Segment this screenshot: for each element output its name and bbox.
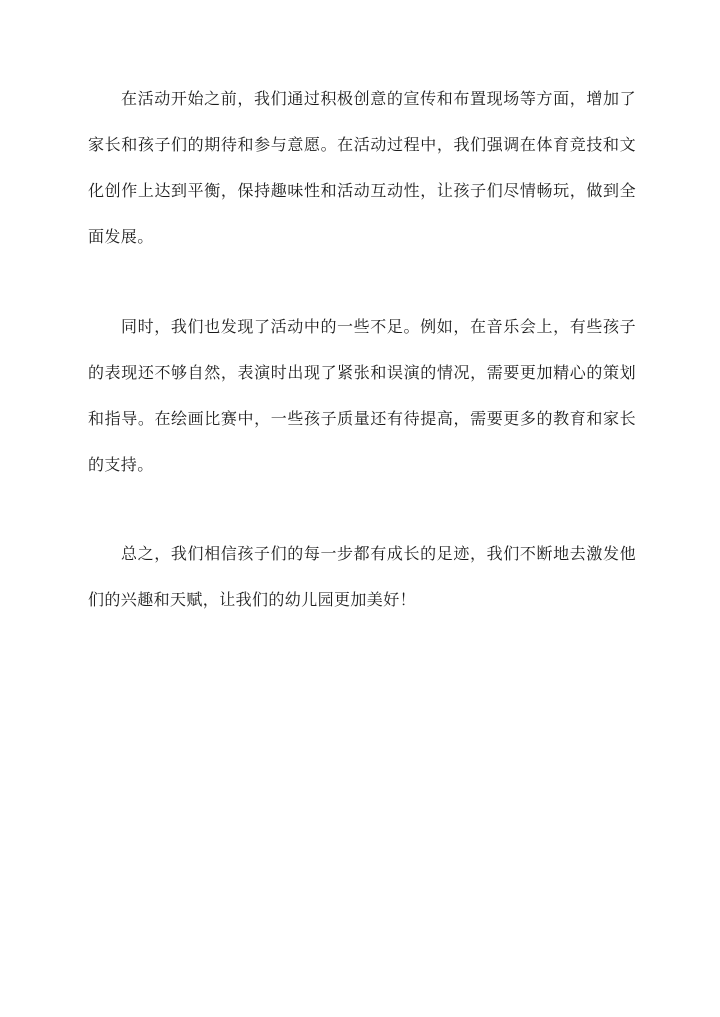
paragraph-conclusion: 总之，我们相信孩子们的每一步都有成长的足迹，我们不断地去激发他们的兴趣和天赋，让我们的幼儿园更加美好！ — [88, 544, 636, 609]
paragraph-activity-preparation: 在活动开始之前，我们通过积极创意的宣传和布置现场等方面，增加了家长和孩子们的期待和参与意愿。在活动过程中，我们强调在体育竞技和文化创作上达到平衡，保持趣味性和活动互动性，让孩子们尽情畅玩，做到全面发展。 — [88, 89, 636, 246]
paragraph-shortcomings: 同时，我们也发现了活动中的一些不足。例如，在音乐会上，有些孩子的表现还不够自然，表演时出现了紧张和误演的情况，需要更加精心的策划和指导。在绘画比赛中，一些孩子质量还有待提高，需要更多的教育和家长的支持。 — [88, 317, 636, 474]
